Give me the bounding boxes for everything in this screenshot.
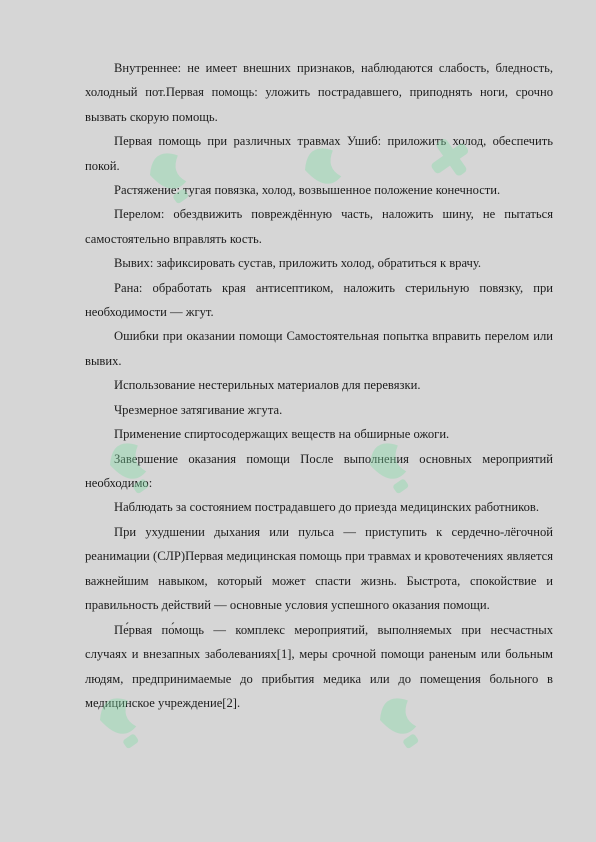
paragraph-injuries-bruise: Первая помощь при различных травмах Ушиб: приложить холод, обеспечить покой. <box>85 134 553 173</box>
paragraph-tourniquet: Чрезмерное затягивание жгута. <box>114 402 283 417</box>
paragraph-nonsterile: Использование нестерильных материалов для перевязки. <box>114 378 421 393</box>
paragraph-fracture: Перелом: обездвижить повреждённую часть, наложить шину, не пытаться самостоятельно вправлять кость. <box>85 207 553 246</box>
paragraph-wound: Рана: обработать края антисептиком, наложить стерильную повязку, при необходимости — жгут. <box>85 280 553 320</box>
paragraph-cpr: При ухудшении дыхания или пульса — приступить к сердечно-лёгочной реанимации (СЛР)Первая медицинская помощь при травмах и кровотечениях является важнейшим навыком, который может спасти жизнь. Быстрота, спокойствие и правильность действий — основные условия успешного оказания помощи. <box>85 524 553 613</box>
paragraph-mistakes: Ошибки при оказании помощи Самостоятельная попытка вправить перелом или вывих. <box>85 329 553 368</box>
paragraph-observe: Наблюдать за состоянием пострадавшего до приезда медицинских работников. <box>114 500 539 515</box>
document-body <box>85 56 553 716</box>
paragraph-alcohol: Применение спиртосодержащих веществ на обширные ожоги. <box>114 427 450 442</box>
paragraph-completion: Завершение оказания помощи После выполнения основных мероприятий необходимо: <box>85 451 553 490</box>
paragraph-sprain: Растяжение: тугая повязка, холод, возвышенное положение конечности. <box>114 183 501 198</box>
paragraph-internal-bleeding: Внутреннее: не имеет внешних признаков, наблюдаются слабость, бледность, холодный пот.Первая помощь: уложить пострадавшего, приподнять ноги, срочно вызвать скорую помощь. <box>85 61 553 124</box>
paragraph-definition: Пе́рвая по́мощь — комплекс мероприятий, выполняемых при несчастных случаях и внезапных заболеваниях[1], меры срочной помощи раненым или больным людям, предпринимаемые до прибытия медика или до помещения больного в медицинское учреждение[2]. <box>85 622 553 711</box>
paragraph-dislocation: Вывих: зафиксировать сустав, приложить холод, обратиться к врачу. <box>114 256 482 271</box>
